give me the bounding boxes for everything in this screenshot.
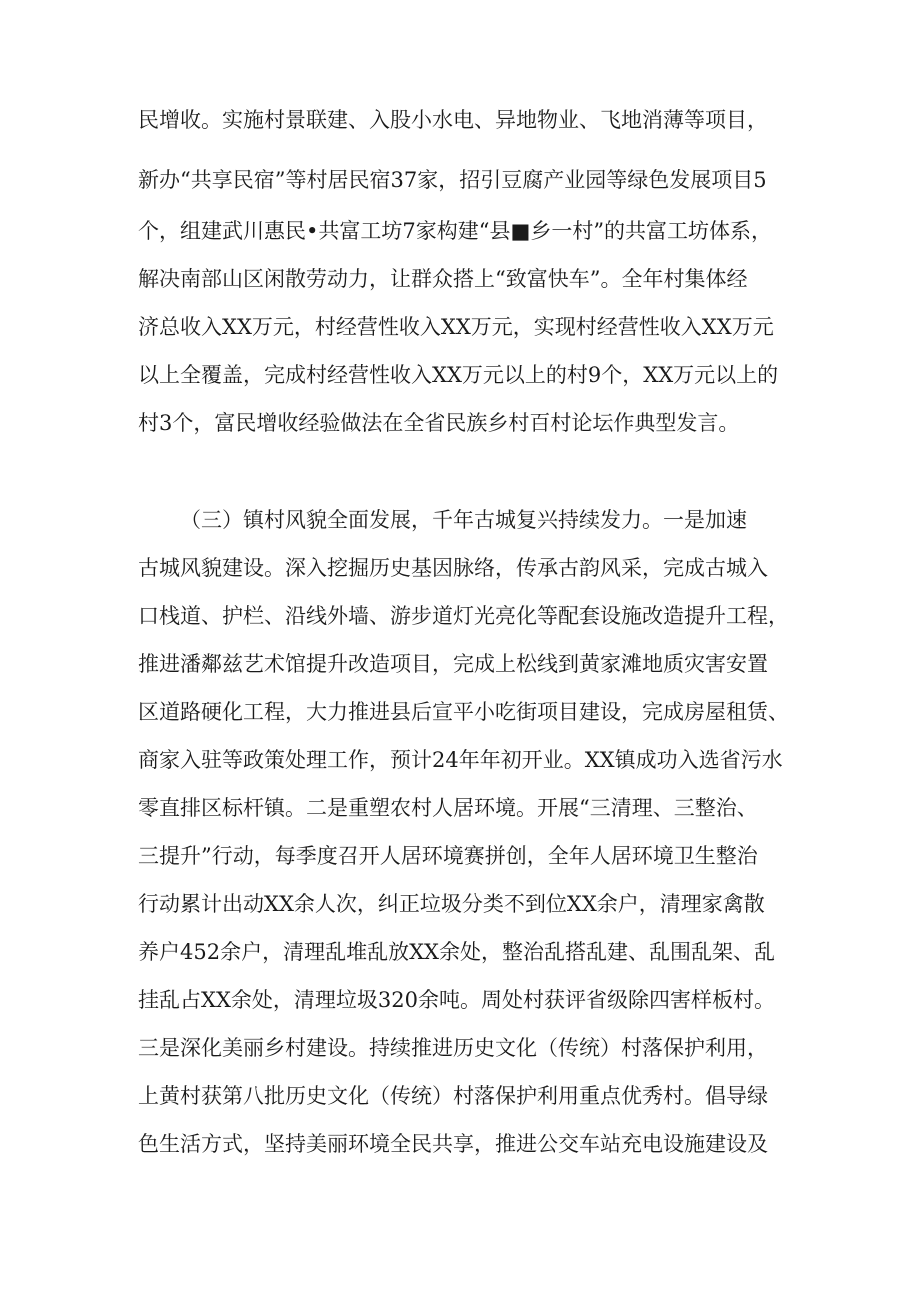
text-line: 古城风貌建设。深入挖掘历史基因脉络，传承古韵风采，完成古城入 (138, 556, 768, 580)
text-line: 以上全覆盖，完成村经营性收入XX万元以上的村9个，XX万元以上的 (138, 363, 779, 387)
text-line: 挂乱占XX余处，清理垃圾320余吨。周处村获评省级除四害样板村。 (138, 988, 775, 1012)
text-line: 村3个，富民增收经验做法在全省民族乡村百村论坛作典型发言。 (138, 411, 740, 435)
text-line: 三提升”行动，每季度召开人居环境赛拼创，全年人居环境卫生整治 (138, 844, 758, 868)
text-line: 养户452余户，清理乱堆乱放XX余处，整治乱搭乱建、乱围乱架、乱 (138, 940, 775, 964)
text-line: 解决南部山区闲散劳动力，让群众搭上“致富快车”。全年村集体经 (138, 267, 748, 291)
text-line: 推进潘鄰兹艺术馆提升改造项目，完成上松线到黄家滩地质灾害安置 (138, 652, 768, 676)
text-line: 三是深化美丽乡村建设。持续推进历史文化（传统）村落保护利用， (138, 1036, 768, 1060)
text-line: 色生活方式，坚持美丽环境全民共享，推进公交车站充电设施建设及 (138, 1132, 768, 1156)
text-line: 民增收。实施村景联建、入股小水电、异地物业、飞地消薄等项目， (138, 108, 768, 132)
text-line: 区道路硬化工程，大力推进县后宣平小吃街项目建设，完成房屋租赁、 (138, 700, 789, 724)
text-line: 上黄村获第八批历史文化（传统）村落保护利用重点优秀村。倡导绿 (138, 1084, 768, 1108)
text-line: 济总收入XX万元，村经营性收入XX万元，实现村经营性收入XX万元 (138, 315, 774, 339)
text-line: 零直排区标杆镇。二是重塑农村人居环境。开展“三清理、三整治、 (138, 796, 758, 820)
text-line: 个，组建武川惠民•共富工坊7家构建“县■乡一村”的共富工坊体系， (138, 219, 773, 243)
text-line: 新办“共享民宿”等村居民宿37家，招引豆腐产业园等绿色发展项目5 (138, 168, 767, 192)
text-line: 行动累计出动XX余人次，纠正垃圾分类不到位XX余户，清理家禽散 (138, 892, 765, 916)
text-line: 口栈道、护栏、沿线外墙、游步道灯光亮化等配套设施改造提升工程， (138, 604, 789, 628)
section-heading-line: （三）镇村风貌全面发展，千年古城复兴持续发力。一是加速 (180, 508, 747, 532)
text-line: 商家入驻等政策处理工作，预计24年年初开业。XX镇成功入选省污水 (138, 748, 783, 772)
